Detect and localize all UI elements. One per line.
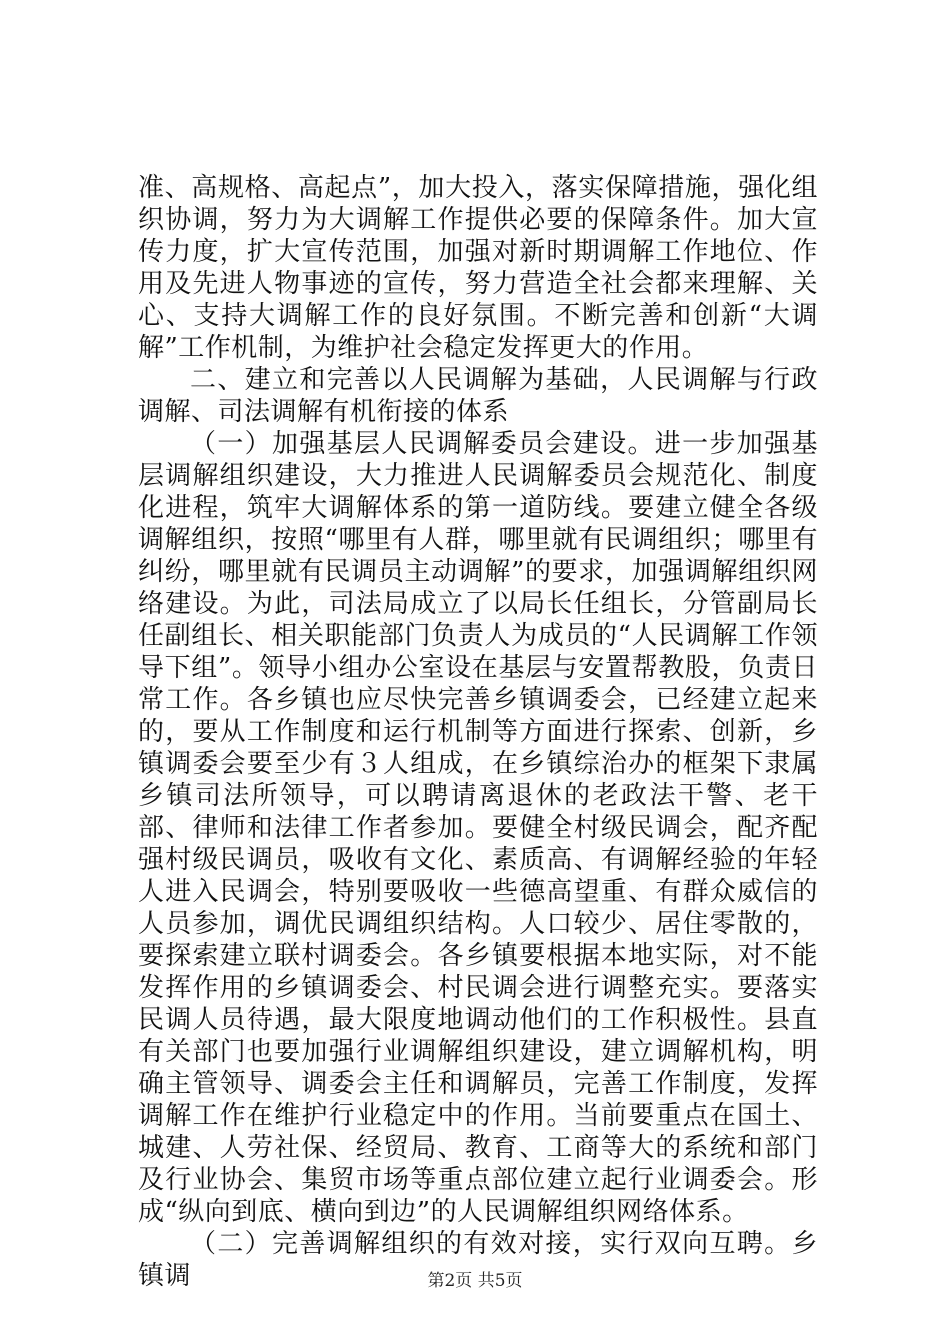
paragraph-continuation: 准、高规格、高起点”，加大投入，落实保障措施，强化组织协调，努力为大调解工作提供必要的保障条件。加大宣传力度，扩大宣传范围，加强对新时期调解工作地位、作用及先进人物事迹的宣传，努力营造全社会都来理解、关心、支持大调解工作的良好氛围。不断完善和创新“大调解”工作机制，为维护社会稳定发挥更大的作用。 — [138, 173, 818, 363]
section-heading: 二、建立和完善以人民调解为基础，人民调解与行政调解、司法调解有机衔接的体系 — [138, 365, 818, 427]
page-number-footer: 第2页 共5页 — [427, 1271, 523, 1291]
paragraph-subsection-two: （二）完善调解组织的有效对接，实行双向互聘。乡镇调 — [138, 1229, 818, 1291]
paragraph-subsection-one: （一）加强基层人民调解委员会建设。进一步加强基层调解组织建设，大力推进人民调解委员会规范化、制度化进程，筑牢大调解体系的第一道防线。要建立健全各级调解组织，按照“哪里有人群，哪里就有民调组织；哪里有纠纷，哪里就有民调员主动调解”的要求，加强调解组织网络建设。为此，司法局成立了以局长任组长，分管副局长任副组长、相关职能部门负责人为成员的“人民调解工作领导下组”。领导小组办公室设在基层与安置帮教股，负责日常工作。各乡镇也应尽快完善乡镇调委会，已经建立起来的，要从工作制度和运行机制等方面进行探索、创新，乡镇调委会要至少有３人组成，在乡镇综治办的框架下隶属乡镇司法所领导，可以聘请离退休的老政法干警、老干部、律师和法律工作者参加。要健全村级民调会，配齐配强村级民调员，吸收有文化、素质高、有调解经验的年轻人进入民调会，特别要吸收一些德高望重、有群众威信的人员参加，调优民调组织结构。人口较少、居住零散的，要探索建立联村调委会。各乡镇要根据本地实际，对不能发挥作用的乡镇调委会、村民调会进行调整充实。要落实民调人员待遇，最大限度地调动他们的工作积极性。县直有关部门也要加强行业调解组织建设，建立调解机构，明确主管领导、调委会主任和调解员，完善工作制度，发挥调解工作在维护行业稳定中的作用。当前要重点在国土、城建、人劳社保、经贸局、教育、工商等大的系统和部门及行业协会、集贸市场等重点部位建立起行业调委会。形成“纵向到底、横向到边”的人民调解组织网络体系。 — [138, 429, 818, 1227]
document-body — [138, 172, 818, 1292]
